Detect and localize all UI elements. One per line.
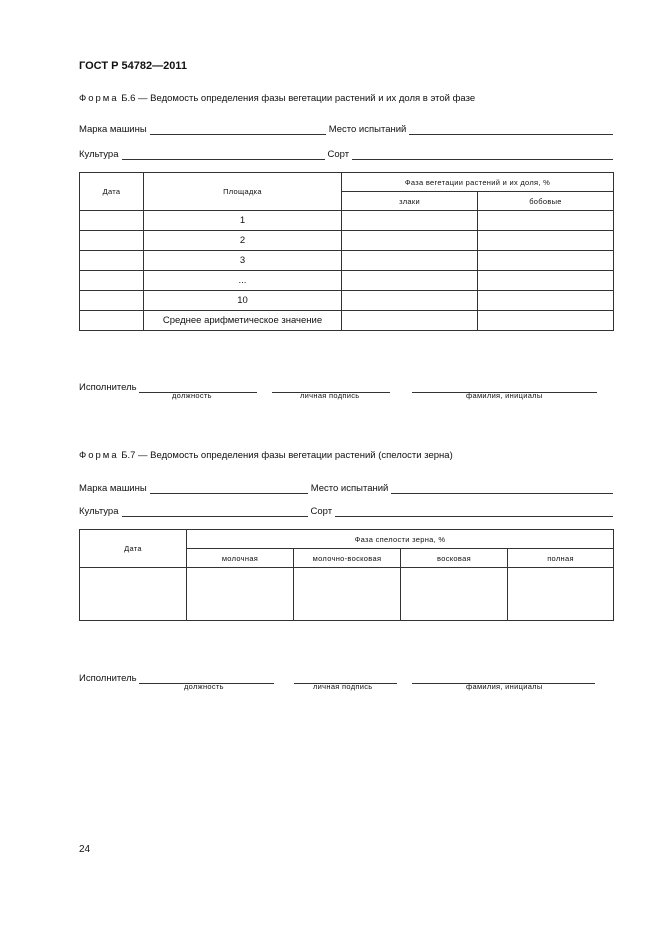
col-milky-wax-header: молочно-восковая	[294, 549, 401, 568]
variety-field[interactable]	[335, 506, 613, 517]
col-plot-header: Площадка	[144, 173, 342, 211]
plot-cell: 1	[144, 211, 342, 231]
table-row	[80, 311, 614, 331]
legumes-cell[interactable]	[478, 251, 614, 271]
plot-cell: ...	[144, 271, 342, 291]
place-label: Место испытаний	[328, 124, 407, 135]
table-row	[80, 211, 614, 231]
crop-label: Культура	[79, 506, 119, 517]
form-b6-title	[79, 93, 475, 104]
cereals-cell[interactable]	[342, 271, 478, 291]
signature-caption: личная подпись	[300, 391, 360, 400]
col-cereals-header: злаки	[342, 192, 478, 211]
cereals-cell[interactable]	[342, 251, 478, 271]
form-b6-crop-row	[79, 146, 613, 160]
form-b6-machine-row	[79, 121, 613, 135]
machine-field[interactable]	[150, 124, 326, 135]
col-date-header: Дата	[80, 173, 144, 211]
page-number: 24	[79, 844, 91, 855]
date-cell[interactable]	[80, 231, 144, 251]
place-field[interactable]	[409, 124, 613, 135]
legumes-cell[interactable]	[478, 271, 614, 291]
date-cell[interactable]	[80, 271, 144, 291]
form-b7-title	[79, 450, 453, 461]
milky-wax-cell[interactable]	[294, 568, 401, 621]
variety-label: Сорт	[310, 506, 333, 517]
variety-field[interactable]	[352, 149, 613, 160]
wax-cell[interactable]	[401, 568, 508, 621]
legumes-cell[interactable]	[478, 311, 614, 331]
machine-field[interactable]	[150, 483, 308, 494]
form-b7-title-text: Б.7 — Ведомость определения фазы вегетации растений (спелости зерна)	[121, 450, 453, 461]
machine-label: Марка машины	[79, 124, 147, 135]
cereals-cell[interactable]	[342, 231, 478, 251]
full-cell[interactable]	[508, 568, 614, 621]
table-row	[80, 231, 614, 251]
table-row	[80, 291, 614, 311]
form-b7-prefix: Форма	[79, 450, 119, 461]
col-phase-header: Фаза спелости зерна, %	[187, 530, 614, 549]
machine-label: Марка машины	[79, 483, 147, 494]
col-full-header: полная	[508, 549, 614, 568]
position-caption: должность	[172, 391, 212, 400]
col-legumes-header: бобовые	[478, 192, 614, 211]
plot-cell: 2	[144, 231, 342, 251]
variety-label: Сорт	[327, 149, 350, 160]
form-b6-title-text: Б.6 — Ведомость определения фазы вегетации растений и их доля в этой фазе	[121, 93, 476, 104]
form-b7-table	[79, 529, 614, 621]
plot-cell: Среднее арифметическое значение	[144, 311, 342, 331]
table-row	[80, 271, 614, 291]
cereals-cell[interactable]	[342, 211, 478, 231]
milky-cell[interactable]	[187, 568, 294, 621]
date-cell[interactable]	[80, 211, 144, 231]
date-cell[interactable]	[80, 251, 144, 271]
form-b7-machine-row	[79, 480, 613, 494]
position-caption: должность	[184, 682, 224, 691]
col-wax-header: восковая	[401, 549, 508, 568]
table-row	[80, 251, 614, 271]
name-caption: фамилия, инициалы	[466, 391, 543, 400]
date-cell[interactable]	[80, 311, 144, 331]
form-b6-prefix: Форма	[79, 93, 119, 104]
place-field[interactable]	[391, 483, 613, 494]
crop-label: Культура	[79, 149, 119, 160]
signature-caption: личная подпись	[313, 682, 373, 691]
crop-field[interactable]	[122, 506, 308, 517]
performer-label: Исполнитель	[79, 382, 137, 393]
col-milky-header: молочная	[187, 549, 294, 568]
document-code: ГОСТ Р 54782—2011	[79, 60, 187, 72]
legumes-cell[interactable]	[478, 211, 614, 231]
table-row	[80, 568, 614, 621]
col-date-header: Дата	[80, 530, 187, 568]
cereals-cell[interactable]	[342, 311, 478, 331]
place-label: Место испытаний	[310, 483, 389, 494]
crop-field[interactable]	[122, 149, 325, 160]
form-b7-crop-row	[79, 503, 613, 517]
plot-cell: 3	[144, 251, 342, 271]
performer-label: Исполнитель	[79, 673, 137, 684]
plot-cell: 10	[144, 291, 342, 311]
name-caption: фамилия, инициалы	[466, 682, 543, 691]
date-cell[interactable]	[80, 291, 144, 311]
legumes-cell[interactable]	[478, 231, 614, 251]
form-b6-table	[79, 172, 614, 331]
cereals-cell[interactable]	[342, 291, 478, 311]
col-phase-header: Фаза вегетации растений и их доля, %	[342, 173, 614, 192]
date-cell[interactable]	[80, 568, 187, 621]
legumes-cell[interactable]	[478, 291, 614, 311]
